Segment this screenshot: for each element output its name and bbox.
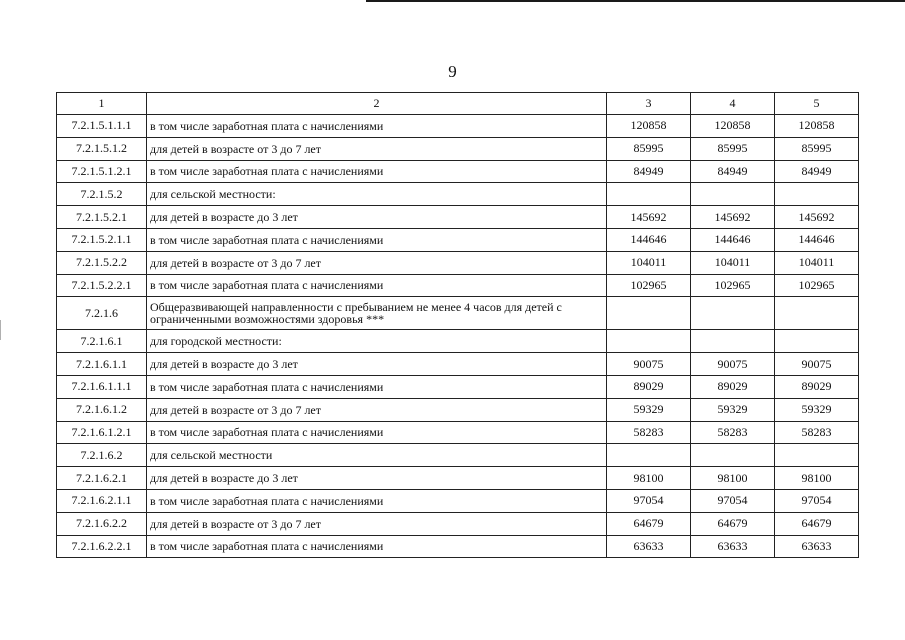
row-value-col3-cell: 63633 xyxy=(607,535,691,558)
column-header-1: 1 xyxy=(57,93,147,115)
table-row xyxy=(57,206,859,229)
row-value-col5-cell: 59329 xyxy=(775,398,859,421)
row-value-col5-cell xyxy=(775,183,859,206)
row-code-cell: 7.2.1.5.2.1.1 xyxy=(57,228,147,251)
row-value-col3-cell: 97054 xyxy=(607,489,691,512)
row-value-col5-cell: 120858 xyxy=(775,115,859,138)
row-code-cell: 7.2.1.6.1 xyxy=(57,330,147,353)
top-edge-line xyxy=(366,0,905,2)
row-value-col5-cell: 90075 xyxy=(775,353,859,376)
row-value-col5-cell: 102965 xyxy=(775,274,859,297)
row-code-cell: 7.2.1.6.2.1 xyxy=(57,467,147,490)
row-code-cell: 7.2.1.5.1.2 xyxy=(57,137,147,160)
row-value-col3-cell: 59329 xyxy=(607,398,691,421)
row-value-col4-cell: 58283 xyxy=(691,421,775,444)
column-header-3: 3 xyxy=(607,93,691,115)
row-value-col5-cell: 89029 xyxy=(775,375,859,398)
row-code-cell: 7.2.1.5.2.2.1 xyxy=(57,274,147,297)
row-value-col5-cell: 63633 xyxy=(775,535,859,558)
row-value-col4-cell xyxy=(691,330,775,353)
row-value-col4-cell: 120858 xyxy=(691,115,775,138)
row-description-cell: для детей в возрасте до 3 лет xyxy=(147,467,607,490)
page-number: 9 xyxy=(448,62,457,81)
table-row xyxy=(57,489,859,512)
row-value-col4-cell: 144646 xyxy=(691,228,775,251)
row-description-cell: в том числе заработная плата с начислениями xyxy=(147,115,607,138)
row-value-col4-cell: 145692 xyxy=(691,206,775,229)
row-code-cell: 7.2.1.5.2.1 xyxy=(57,206,147,229)
row-value-col4-cell: 63633 xyxy=(691,535,775,558)
row-value-col5-cell: 97054 xyxy=(775,489,859,512)
table-row xyxy=(57,353,859,376)
row-value-col4-cell xyxy=(691,297,775,330)
row-code-cell: 7.2.1.6.1.2.1 xyxy=(57,421,147,444)
table-row xyxy=(57,228,859,251)
row-value-col5-cell: 145692 xyxy=(775,206,859,229)
row-value-col4-cell: 97054 xyxy=(691,489,775,512)
row-description-cell: для детей в возрасте до 3 лет xyxy=(147,206,607,229)
row-code-cell: 7.2.1.6.2.2 xyxy=(57,512,147,535)
row-code-cell: 7.2.1.6 xyxy=(57,297,147,330)
scan-mark-left xyxy=(0,320,1,340)
row-value-col5-cell: 85995 xyxy=(775,137,859,160)
row-value-col3-cell: 90075 xyxy=(607,353,691,376)
table-row xyxy=(57,535,859,558)
row-value-col3-cell: 89029 xyxy=(607,375,691,398)
table-row xyxy=(57,160,859,183)
row-code-cell: 7.2.1.6.1.1 xyxy=(57,353,147,376)
row-value-col5-cell xyxy=(775,330,859,353)
row-value-col5-cell xyxy=(775,444,859,467)
row-description-cell: для детей в возрасте от 3 до 7 лет xyxy=(147,251,607,274)
column-header-2: 2 xyxy=(147,93,607,115)
row-code-cell: 7.2.1.6.1.1.1 xyxy=(57,375,147,398)
table-row xyxy=(57,251,859,274)
row-value-col5-cell: 84949 xyxy=(775,160,859,183)
table-row xyxy=(57,115,859,138)
row-value-col3-cell xyxy=(607,297,691,330)
row-description-cell: Общеразвивающей направленности с пребыванием не менее 4 часов для детей с ограниченными возможностями здоровья *** xyxy=(147,297,607,330)
row-value-col4-cell: 90075 xyxy=(691,353,775,376)
tariff-table-container xyxy=(56,92,859,558)
row-value-col4-cell: 98100 xyxy=(691,467,775,490)
row-value-col3-cell: 102965 xyxy=(607,274,691,297)
row-value-col5-cell: 98100 xyxy=(775,467,859,490)
row-code-cell: 7.2.1.5.1.2.1 xyxy=(57,160,147,183)
table-row xyxy=(57,274,859,297)
tariff-table xyxy=(56,92,859,558)
column-header-4: 4 xyxy=(691,93,775,115)
row-description-cell: для сельской местности: xyxy=(147,183,607,206)
row-value-col4-cell: 84949 xyxy=(691,160,775,183)
table-row xyxy=(57,512,859,535)
row-code-cell: 7.2.1.6.1.2 xyxy=(57,398,147,421)
row-value-col4-cell: 89029 xyxy=(691,375,775,398)
row-description-cell: в том числе заработная плата с начислениями xyxy=(147,160,607,183)
row-value-col3-cell: 58283 xyxy=(607,421,691,444)
row-value-col5-cell: 58283 xyxy=(775,421,859,444)
table-row xyxy=(57,467,859,490)
row-code-cell: 7.2.1.5.1.1.1 xyxy=(57,115,147,138)
row-value-col3-cell: 145692 xyxy=(607,206,691,229)
row-value-col4-cell: 85995 xyxy=(691,137,775,160)
row-value-col3-cell: 85995 xyxy=(607,137,691,160)
row-code-cell: 7.2.1.6.2.1.1 xyxy=(57,489,147,512)
row-value-col3-cell xyxy=(607,183,691,206)
table-row xyxy=(57,330,859,353)
row-description-cell: в том числе заработная плата с начислениями xyxy=(147,535,607,558)
table-row xyxy=(57,421,859,444)
column-header-5: 5 xyxy=(775,93,859,115)
row-value-col3-cell: 144646 xyxy=(607,228,691,251)
row-description-cell: в том числе заработная плата с начислениями xyxy=(147,375,607,398)
row-description-cell: в том числе заработная плата с начислениями xyxy=(147,489,607,512)
row-value-col5-cell: 64679 xyxy=(775,512,859,535)
row-description-cell: для сельской местности xyxy=(147,444,607,467)
row-code-cell: 7.2.1.6.2 xyxy=(57,444,147,467)
row-value-col3-cell: 98100 xyxy=(607,467,691,490)
row-value-col4-cell xyxy=(691,183,775,206)
table-row xyxy=(57,398,859,421)
row-description-cell: в том числе заработная плата с начислениями xyxy=(147,274,607,297)
row-value-col3-cell: 64679 xyxy=(607,512,691,535)
row-value-col5-cell: 104011 xyxy=(775,251,859,274)
row-value-col3-cell xyxy=(607,444,691,467)
row-description-cell: для городской местности: xyxy=(147,330,607,353)
row-value-col4-cell: 59329 xyxy=(691,398,775,421)
table-row xyxy=(57,297,859,330)
row-value-col3-cell: 84949 xyxy=(607,160,691,183)
table-row xyxy=(57,183,859,206)
row-value-col4-cell: 102965 xyxy=(691,274,775,297)
row-description-cell: в том числе заработная плата с начислениями xyxy=(147,228,607,251)
row-value-col4-cell: 64679 xyxy=(691,512,775,535)
row-description-cell: для детей в возрасте от 3 до 7 лет xyxy=(147,398,607,421)
table-body xyxy=(57,115,859,558)
row-value-col5-cell: 144646 xyxy=(775,228,859,251)
row-value-col3-cell xyxy=(607,330,691,353)
row-code-cell: 7.2.1.5.2.2 xyxy=(57,251,147,274)
row-value-col3-cell: 120858 xyxy=(607,115,691,138)
row-value-col4-cell: 104011 xyxy=(691,251,775,274)
row-value-col4-cell xyxy=(691,444,775,467)
row-description-cell: для детей в возрасте от 3 до 7 лет xyxy=(147,512,607,535)
table-row xyxy=(57,137,859,160)
row-code-cell: 7.2.1.5.2 xyxy=(57,183,147,206)
table-row xyxy=(57,375,859,398)
row-code-cell: 7.2.1.6.2.2.1 xyxy=(57,535,147,558)
row-value-col3-cell: 104011 xyxy=(607,251,691,274)
row-description-cell: для детей в возрасте от 3 до 7 лет xyxy=(147,137,607,160)
table-row xyxy=(57,444,859,467)
row-description-cell: для детей в возрасте до 3 лет xyxy=(147,353,607,376)
table-header-row xyxy=(57,93,859,115)
row-value-col5-cell xyxy=(775,297,859,330)
row-description-cell: в том числе заработная плата с начислениями xyxy=(147,421,607,444)
